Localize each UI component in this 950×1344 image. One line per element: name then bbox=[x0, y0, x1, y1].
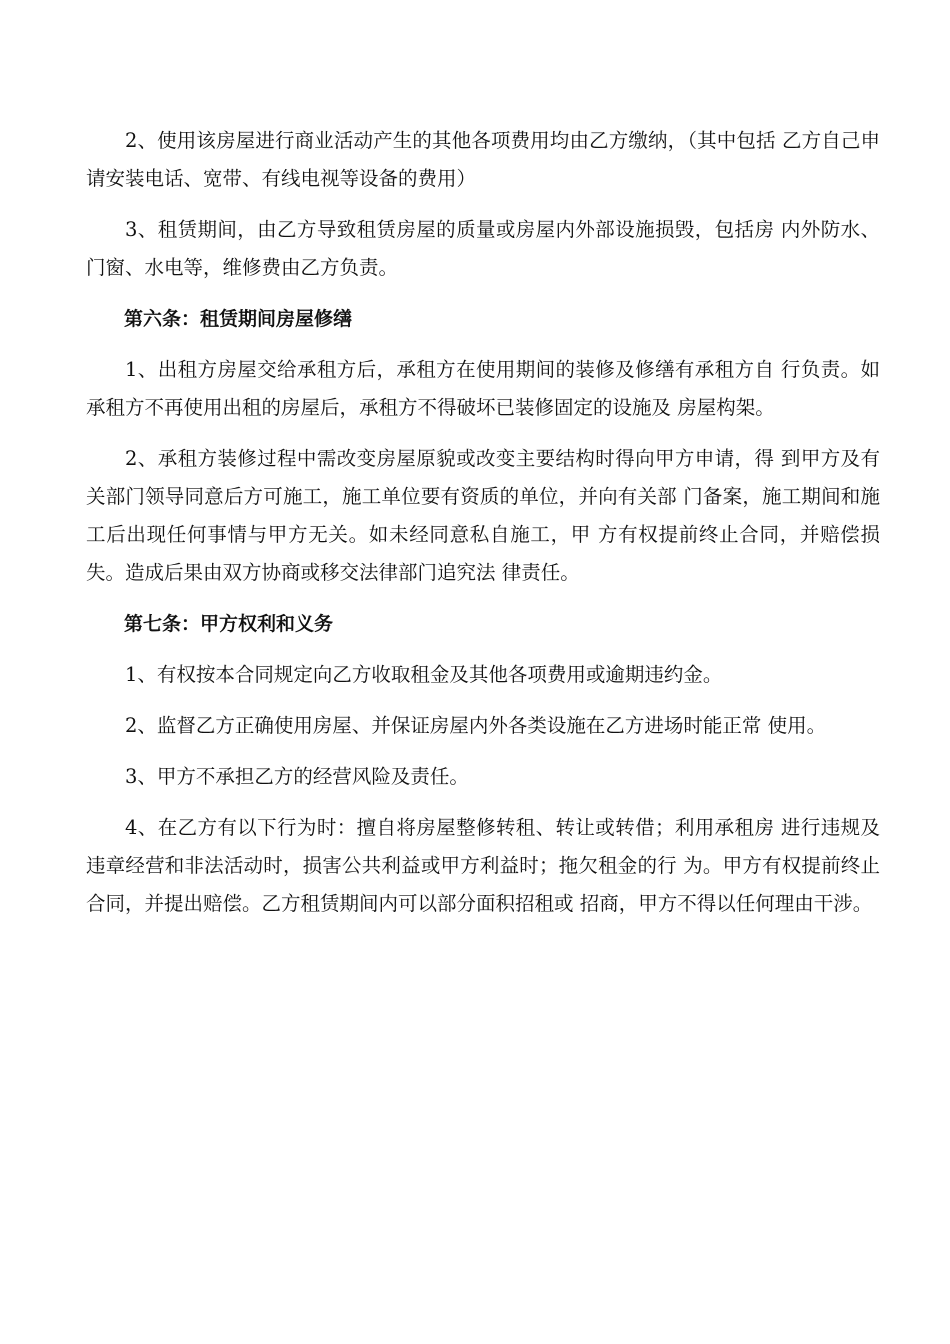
paragraph-repair-clause-2: 2、承租方装修过程中需改变房屋原貌或改变主要结构时得向甲方申请，得 到甲方及有关部门领导同意后方可施工，施工单位要有资质的单位，并向有关部 门备案，施工期间和施工后出现任何事情与甲方无关。如未经同意私自施工，甲 方有权提前终止合同，并赔偿损失。造成后果由双方协商或移交法律部门追究法 律责任。 bbox=[86, 447, 880, 584]
section-heading-article-6: 第六条：租赁期间房屋修缮 bbox=[124, 308, 353, 330]
section-heading-article-7: 第七条：甲方权利和义务 bbox=[124, 613, 334, 635]
document-page bbox=[86, 122, 880, 936]
paragraph-fee-clause-2: 2、使用该房屋进行商业活动产生的其他各项费用均由乙方缴纳，（其中包括 乙方自己申请安装电话、宽带、有线电视等设备的费用） bbox=[86, 129, 880, 190]
paragraph-rights-clause-4: 4、在乙方有以下行为时：擅自将房屋整修转租、转让或转借；利用承租房 进行违规及违章经营和非法活动时，损害公共利益或甲方利益时；拖欠租金的行 为。甲方有权提前终止合同，并提出赔偿。乙方租赁期间内可以部分面积招租或 招商，甲方不得以任何理由干涉。 bbox=[86, 816, 880, 915]
paragraph-fee-clause-3: 3、租赁期间，由乙方导致租赁房屋的质量或房屋内外部设施损毁，包括房 内外防水、门窗、水电等，维修费由乙方负责。 bbox=[86, 218, 880, 279]
paragraph-rights-clause-2: 2、监督乙方正确使用房屋、并保证房屋内外各类设施在乙方进场时能正常 使用。 bbox=[125, 714, 827, 737]
paragraph-repair-clause-1: 1、出租方房屋交给承租方后，承租方在使用期间的装修及修缮有承租方自 行负责。如承租方不再使用出租的房屋后，承租方不得破坏已装修固定的设施及 房屋构架。 bbox=[86, 358, 880, 419]
paragraph-rights-clause-3: 3、甲方不承担乙方的经营风险及责任。 bbox=[125, 765, 469, 788]
paragraph-rights-clause-1: 1、有权按本合同规定向乙方收取租金及其他各项费用或逾期违约金。 bbox=[125, 663, 723, 686]
